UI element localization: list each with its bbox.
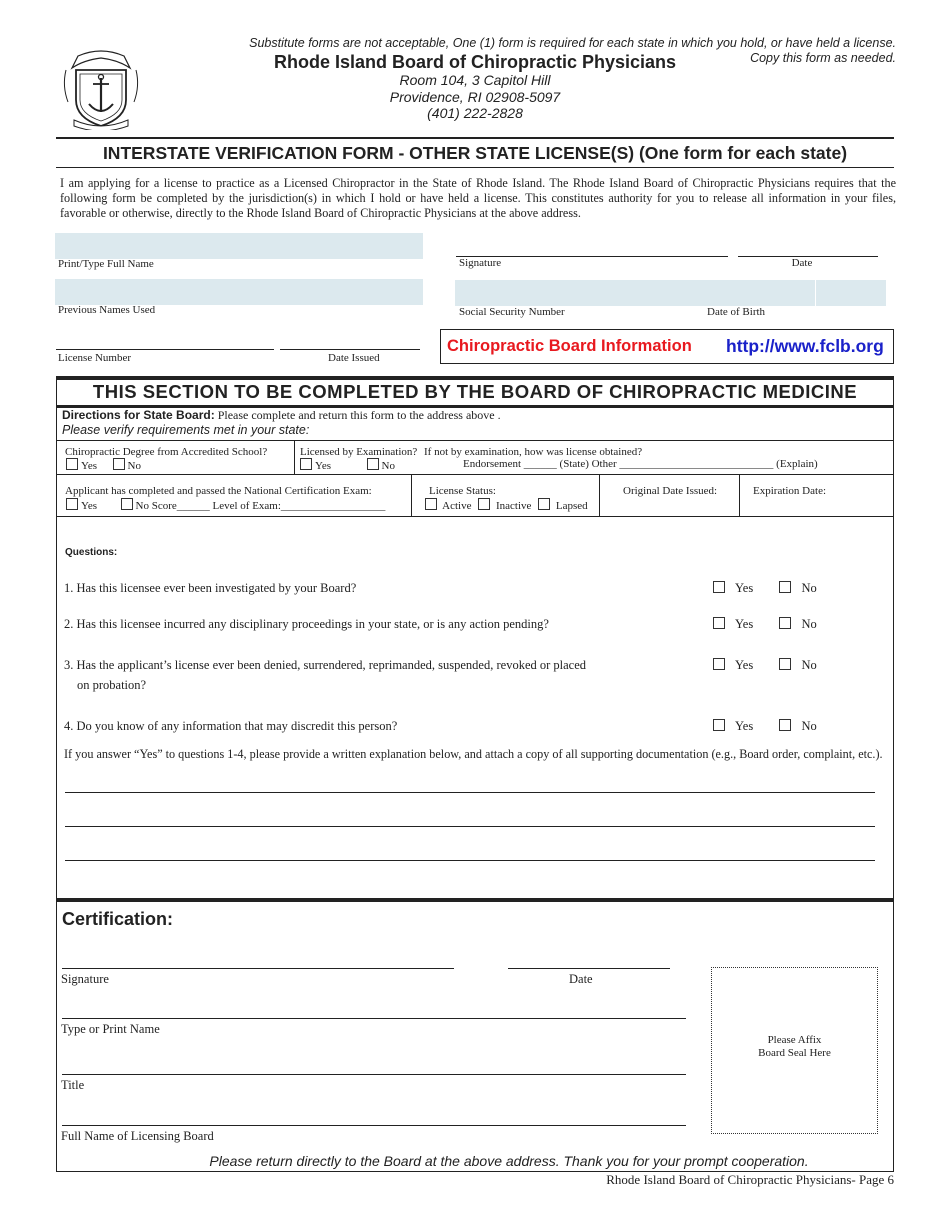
date-label: Date — [791, 257, 813, 269]
board-name: Rhode Island Board of Chiropractic Physicians — [273, 52, 677, 72]
verify-text: Please verify requirements met in your state: — [62, 423, 310, 437]
endorsement-text: Endorsement ______ (State) Other ____________________________ (Explain) — [463, 458, 818, 470]
question-2: 2. Has this licensee incurred any disciplinary proceedings in your state, or is any action pending? — [64, 617, 549, 631]
degree-yes-checkbox[interactable] — [66, 458, 78, 470]
cert-title-line[interactable] — [62, 1074, 686, 1075]
question-3-options — [713, 658, 817, 673]
page-footer: Rhode Island Board of Chiropractic Physicians- Page 6 — [606, 1172, 894, 1187]
previous-names-input[interactable] — [55, 279, 423, 305]
ssn-label: Social Security Number — [459, 306, 565, 318]
copy-notice: Copy this form as needed. — [750, 51, 896, 65]
cert-name-line[interactable] — [62, 1018, 686, 1019]
question-4: 4. Do you know of any information that may discredit this person? — [64, 719, 398, 733]
seal-box-line1: Please Affix — [767, 1034, 822, 1046]
cert-board-label: Full Name of Licensing Board — [61, 1129, 214, 1143]
exam-no-label: No — [381, 460, 395, 472]
question-1-options — [713, 581, 817, 596]
question-4-options — [713, 719, 817, 734]
q3-no-checkbox[interactable] — [779, 658, 791, 670]
q2-yes-checkbox[interactable] — [713, 617, 725, 629]
date-issued-line[interactable] — [280, 349, 420, 350]
ncb-yes-checkbox[interactable] — [66, 498, 78, 510]
q3-no-label: No — [801, 658, 817, 672]
status-active-label: Active — [442, 500, 472, 512]
degree-no-label: No — [127, 460, 141, 472]
address-line1: Room 104, 3 Capitol Hill — [399, 72, 551, 88]
board-section-title: THIS SECTION TO BE COMPLETED BY THE BOARD OF CHIROPRACTIC MEDICINE — [92, 381, 858, 402]
license-number-line[interactable] — [56, 349, 274, 350]
q4-yes-checkbox[interactable] — [713, 719, 725, 731]
address-line2: Providence, RI 02908-5097 — [389, 89, 561, 105]
state-seal — [58, 46, 144, 130]
phone: (401) 222-2828 — [427, 105, 523, 121]
seal-box-line2: Board Seal Here — [758, 1047, 831, 1059]
degree-options — [66, 458, 141, 472]
ssn-input[interactable] — [455, 280, 815, 306]
explanation-line-3[interactable] — [65, 860, 875, 861]
cert-title-label: Title — [61, 1078, 85, 1092]
row2-divider-3 — [739, 474, 740, 516]
ncb-yes-label: Yes — [81, 500, 98, 512]
row1-top-rule — [56, 440, 894, 441]
cert-name-label: Type or Print Name — [61, 1022, 160, 1036]
q1-yes-checkbox[interactable] — [713, 581, 725, 593]
ncb-exam-options — [66, 498, 385, 512]
explanation-line-1[interactable] — [65, 792, 875, 793]
directions-text: Please complete and return this form to the address above . — [217, 408, 501, 422]
q1-yes-label: Yes — [735, 581, 754, 595]
cert-signature-line[interactable] — [62, 968, 454, 969]
form-title: INTERSTATE VERIFICATION FORM - OTHER STATE LICENSE(S) (One form for each state) — [102, 143, 848, 163]
row2-top-rule — [56, 474, 894, 475]
full-name-input[interactable] — [55, 233, 423, 259]
expiration-label: Expiration Date: — [753, 485, 827, 497]
exam-yes-label: Yes — [315, 460, 332, 472]
previous-names-label: Previous Names Used — [58, 304, 156, 316]
q2-no-label: No — [801, 617, 817, 631]
row2-divider-2 — [599, 474, 600, 516]
row2-bottom-rule — [56, 516, 894, 517]
license-status-label: License Status: — [429, 485, 496, 497]
cert-date-line[interactable] — [508, 968, 670, 969]
q4-no-checkbox[interactable] — [779, 719, 791, 731]
row2-divider-1 — [411, 474, 412, 516]
dob-label: Date of Birth — [707, 306, 766, 318]
q2-yes-label: Yes — [735, 617, 754, 631]
license-number-label: License Number — [58, 352, 131, 364]
q4-yes-label: Yes — [735, 719, 754, 733]
question-2-options — [713, 617, 817, 632]
q1-no-checkbox[interactable] — [779, 581, 791, 593]
row1-divider — [294, 440, 295, 474]
intro-paragraph: I am applying for a license to practice as a Licensed Chiropractor in the State of Rhode Island. The Rhode Island Board of Chiropractic Physicians requires that the following form be completed by the jurisdiction(s) in which I hold or have held a license. This constitutes authority for you to release all information in your files, favorable or otherwise, directly to the Rhode Island Board of Chiropractic Physicians at the above address. — [60, 176, 896, 220]
q3-yes-checkbox[interactable] — [713, 658, 725, 670]
licensed-exam-label: Licensed by Examination? — [300, 446, 418, 458]
q2-no-checkbox[interactable] — [779, 617, 791, 629]
board-section-top-rule — [56, 376, 894, 380]
degree-no-checkbox[interactable] — [113, 458, 125, 470]
return-instructions: Please return directly to the Board at the above address. Thank you for your prompt cooperation. — [209, 1153, 809, 1169]
substitute-notice: Substitute forms are not acceptable, One (1) form is required for each state in which you hold, or have held a license. — [249, 36, 896, 50]
exam-no-checkbox[interactable] — [367, 458, 379, 470]
signature-label: Signature — [459, 257, 502, 269]
status-lapsed-checkbox[interactable] — [538, 498, 550, 510]
licensed-exam-options — [300, 458, 395, 472]
ncb-score-text: No Score______ Level of Exam:___________________ — [135, 500, 386, 512]
directions — [62, 408, 501, 423]
question-3-continued: on probation? — [77, 678, 147, 692]
q4-no-label: No — [801, 719, 817, 733]
title-rule — [56, 167, 894, 168]
status-lapsed-label: Lapsed — [555, 500, 588, 512]
cert-board-line[interactable] — [62, 1125, 686, 1126]
degree-yes-label: Yes — [81, 460, 98, 472]
dob-input[interactable] — [816, 280, 886, 306]
certification-title: Certification: — [62, 909, 174, 929]
degree-label: Chiropractic Degree from Accredited School? — [65, 446, 268, 458]
original-date-label: Original Date Issued: — [623, 485, 718, 497]
cert-date-label: Date — [569, 972, 593, 986]
exam-yes-checkbox[interactable] — [300, 458, 312, 470]
status-inactive-label: Inactive — [495, 500, 532, 512]
ncb-exam-label: Applicant has completed and passed the National Certification Exam: — [65, 485, 372, 497]
status-active-checkbox[interactable] — [425, 498, 437, 510]
q1-no-label: No — [801, 581, 817, 595]
ncb-no-checkbox[interactable] — [121, 498, 133, 510]
explanation-line-2[interactable] — [65, 826, 875, 827]
board-info-label: Chiropractic Board Information — [447, 337, 692, 355]
full-name-label: Print/Type Full Name — [58, 258, 154, 270]
questions-label: Questions: — [65, 547, 118, 558]
if-not-exam-label: If not by examination, how was license obtained? — [424, 446, 643, 458]
date-issued-label: Date Issued — [328, 352, 380, 364]
explain-instructions: If you answer “Yes” to questions 1-4, please provide a written explanation below, and attach a copy of all supporting documentation (e.g., Board order, complaint, etc.). — [64, 747, 883, 761]
header-rule — [56, 137, 894, 139]
q3-yes-label: Yes — [735, 658, 754, 672]
cert-signature-label: Signature — [61, 972, 109, 986]
question-1: 1. Has this licensee ever been investigated by your Board? — [64, 581, 357, 595]
license-status-options — [425, 498, 588, 512]
directions-label: Directions for State Board: — [62, 408, 215, 422]
status-inactive-checkbox[interactable] — [478, 498, 490, 510]
board-info-link[interactable]: http://www.fclb.org — [726, 336, 884, 356]
question-3: 3. Has the applicant’s license ever been denied, surrendered, reprimanded, suspended, revoked or placed — [64, 658, 587, 672]
